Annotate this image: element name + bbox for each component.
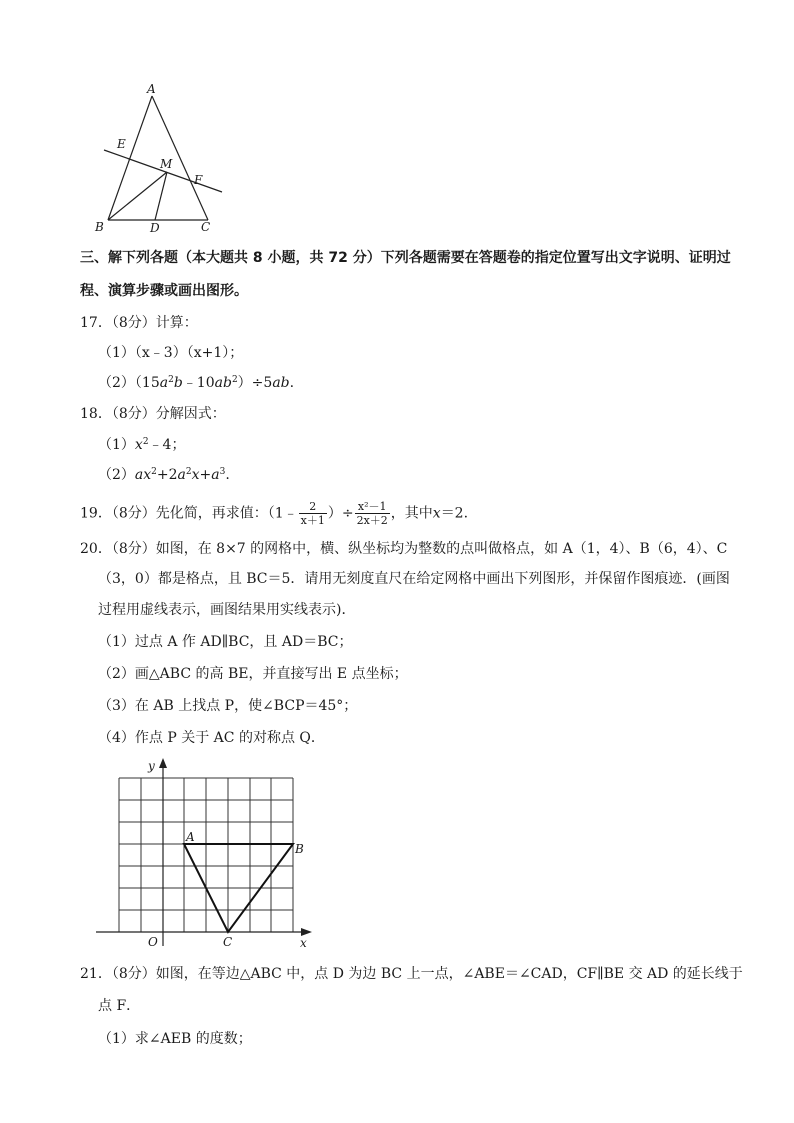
point-a-label: A — [186, 830, 195, 844]
q20-item4: （4）作点 P 关于 AC 的对称点 Q． — [98, 730, 325, 746]
q21-line2: 点 F． — [98, 998, 141, 1014]
label-m: M — [160, 157, 173, 171]
q20-item2: （2）画△ABC 的高 BE，并直接写出 E 点坐标； — [98, 666, 408, 682]
q21-line1: 21．（8分）如图，在等边△ABC 中，点 D 为边 BC 上一点，∠ABE＝∠CAD，CF∥BE 交 AD 的延长线于 — [80, 966, 743, 982]
label-d: D — [150, 221, 160, 235]
point-c-label: C — [223, 935, 233, 949]
q17-item1: （1）（x﹣3）（x+1）； — [98, 345, 244, 361]
q19-line: 19．（8分）先化简，再求值：（1﹣ $\frac{2}{x+1}$ ）÷ $\frac{\text{x²－1}}{2x+2}$ ，其中x＝2. — [80, 500, 469, 527]
label-c: C — [201, 220, 211, 234]
q21-item1: （1）求∠AEB 的度数； — [98, 1031, 252, 1047]
triangle-figure — [90, 80, 230, 240]
section-3-heading-line2: 程、演算步骤或画出图形。 — [80, 283, 248, 299]
grid-lines — [119, 778, 293, 932]
q17-item2: $(2)(15a^2b﹣10ab^2)\div 5ab$. — [98, 375, 295, 391]
q20-line2: （3，0）都是格点，且 BC＝5．请用无刻度直尺在给定网格中画出下列图形，并保留作图痕迹．(画图 — [98, 571, 730, 587]
q20-line3: 过程用虚线表示，画图结果用实线表示)． — [98, 602, 356, 618]
y-axis-label: y — [148, 759, 155, 773]
label-a: A — [147, 82, 156, 96]
segment-dm — [155, 172, 167, 220]
origin-label: O — [148, 935, 158, 949]
q18-header: 18．（8分）分解因式： — [80, 406, 226, 422]
q20-item1: （1）过点 A 作 AD∥BC，且 AD＝BC； — [98, 634, 353, 650]
point-b-label: B — [295, 842, 304, 856]
q18-item2: $(2)ax^2+2a^2x+a^3$. — [98, 467, 230, 483]
x-axis-arrow — [301, 928, 312, 936]
q18-item1: $(1)x^2﹣4$； — [98, 437, 186, 453]
label-b: B — [95, 220, 104, 234]
q17-header: 17．（8分）计算： — [80, 315, 198, 331]
q20-item3: （3）在 AB 上找点 P，使∠BCP＝45°； — [98, 698, 358, 714]
y-axis-arrow — [159, 758, 167, 768]
section-3-heading-line1: 三、解下列各题（本大题共 8 小题，共 72 分）下列各题需要在答题卷的指定位置写出文字说明、证明过 — [80, 250, 731, 266]
x-axis-label: x — [300, 936, 307, 950]
label-e: E — [117, 137, 126, 151]
q19-fraction-1: $\frac{2}{x+1}$ — [300, 500, 325, 527]
q20-line1: 20．（8分）如图，在 8×7 的网格中，横、纵坐标均为整数的点叫做格点，如 A（1，4）、B（6，4）、C — [80, 541, 728, 557]
q19-fraction-2: $\frac{\text{x²－1}}{2x+2}$ — [356, 500, 388, 527]
label-f: F — [194, 173, 203, 187]
grid-figure — [90, 756, 320, 951]
